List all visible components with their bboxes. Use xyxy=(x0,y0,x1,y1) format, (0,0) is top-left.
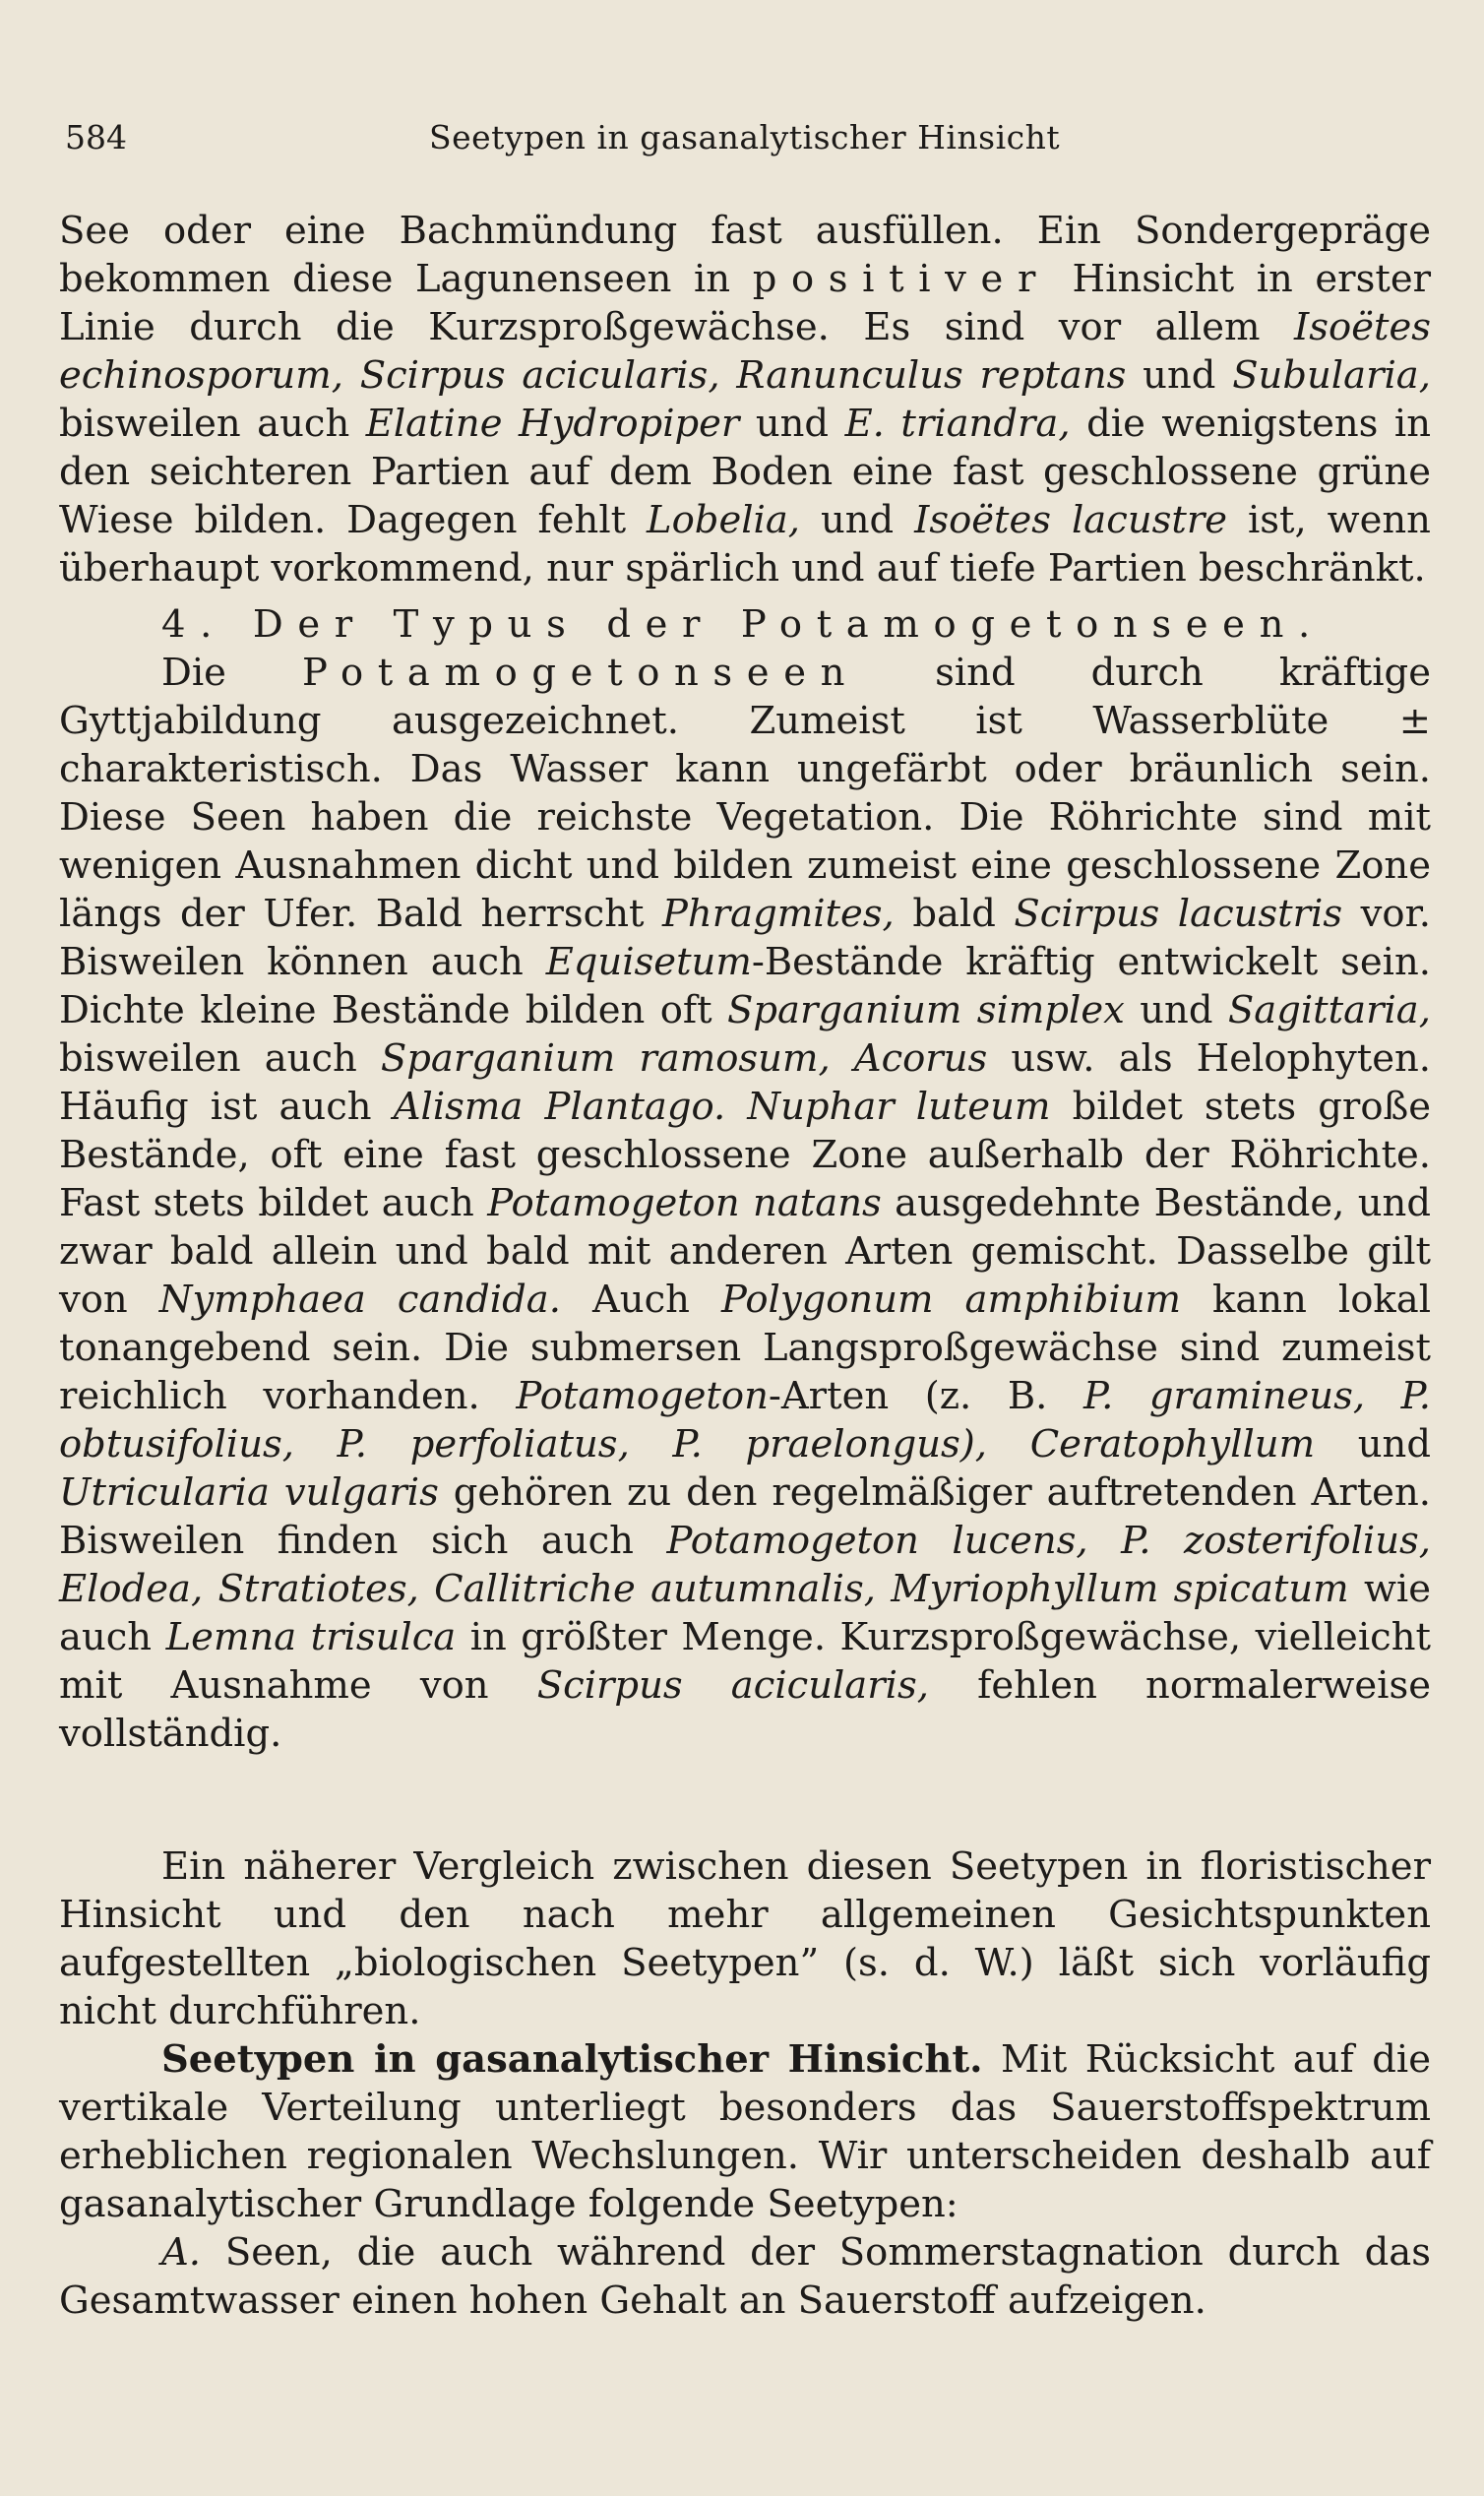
species-name: Isoëtes lacustre xyxy=(914,498,1228,542)
text-run: und xyxy=(739,402,845,446)
spaced-text: Potamogetonseen xyxy=(301,651,860,695)
paragraph-lagunenseen xyxy=(59,207,1431,593)
body-text xyxy=(59,207,1431,2325)
list-marker: A. xyxy=(161,2230,202,2275)
text-run: gehören zu den regelmäßiger auftretenden Arten. Bisweilen finden sich auch xyxy=(59,1470,1431,1563)
page-header xyxy=(65,118,1069,167)
species-name: Phragmites, xyxy=(662,892,895,936)
species-name: Equisetum xyxy=(545,940,752,984)
text-run: fehlen normalerweise vollständig. xyxy=(59,1663,1431,1756)
species-name: Polygonum amphibium xyxy=(720,1278,1181,1322)
text-run: bildet stets große Bestände, oft eine fast geschlossene Zone außerhalb der Röhrichte. Fast stets bildet auch xyxy=(59,1085,1432,1225)
text-run: Die xyxy=(161,651,302,695)
species-name: Isoëtes echinosporum, Scirpus acicularis, Ranunculus reptans xyxy=(59,305,1431,398)
text-run: sind durch kräftige Gyttjabildung ausgezeichnet. Zumeist ist Wasserblüte ± charakteristisch. Das Wasser kann ungefärbt oder bräunlich sein. Diese Seen haben die reichste Vegetation. Die Röhrichte sind mit wenigen Ausnahmen dicht und bilden zumeist eine geschlossene Zone längs der Ufer. Bald herrscht xyxy=(59,651,1431,936)
section-run-in-heading: Seetypen in gasanalytischer Hinsicht. xyxy=(161,2037,983,2082)
text-run: See oder eine Bachmündung fast ausfüllen. Ein Sondergepräge bekommen diese Lagunenseen in xyxy=(59,209,1431,301)
species-name: Utricularia vulgaris xyxy=(59,1470,439,1515)
running-title: Seetypen in gasanalytischer Hinsicht xyxy=(429,118,1061,156)
text-run: vor. Bisweilen können auch xyxy=(59,892,1432,984)
text-run: Hinsicht in erster Linie durch die Kurzsproßgewächse. Es sind vor allem xyxy=(59,257,1432,349)
species-name: Sparganium ramosum, Acorus xyxy=(380,1036,988,1081)
species-name: Lobelia, xyxy=(647,498,801,542)
species-name: Potamogeton lucens, P. zosterifolius, Elodea, Stratiotes, Callitriche autumnalis, Myriophyllum spicatum xyxy=(59,1519,1431,1611)
species-name: Scirpus lacustris xyxy=(1014,892,1343,936)
text-run: -Arten (z. B. xyxy=(768,1374,1083,1418)
spaced-text: positiver xyxy=(752,257,1050,301)
text-run: und xyxy=(800,498,915,542)
paragraph-gasanalytisch xyxy=(59,2035,1431,2228)
text-run: und xyxy=(1126,353,1233,398)
paragraph-vergleich: Ein näherer Vergleich zwischen diesen Seetypen in floristischer Hinsicht und den nach mehr allgemeinen Gesichtspunkten aufgestellten „biologischen Seetypen” (s. d. W.) läßt sich vorläufig nicht durchführen. xyxy=(59,1844,1431,2033)
text-run: wie auch xyxy=(59,1567,1431,1659)
page-number: 584 xyxy=(65,118,127,156)
species-name: Lemna trisulca xyxy=(165,1615,457,1659)
species-name: Nymphaea candida. xyxy=(158,1278,561,1322)
paragraph-type-a xyxy=(59,2228,1431,2325)
species-name: P. gramineus, P. obtusifolius, P. perfoliatus, P. praelongus), Ceratophyllum xyxy=(59,1374,1432,1466)
species-name: Elatine Hydropiper xyxy=(365,402,740,446)
text-run: Mit Rücksicht auf die vertikale Verteilung unterliegt besonders das Sauerstoffspektrum erheblichen regionalen Wechslungen. Wir unterscheiden deshalb auf gasanalytischer Grundlage folgende Seetypen: xyxy=(59,2037,1431,2226)
section-heading-potamogetonseen: 4. Der Typus der Potamogetonseen. xyxy=(161,602,1325,647)
text-run: bald xyxy=(894,892,1015,936)
species-name: Alisma Plantago. Nuphar luteum xyxy=(393,1085,1051,1129)
species-name: Sparganium simplex xyxy=(727,988,1125,1032)
text-run: ist, wenn überhaupt vorkommend, nur spärlich und auf tiefe Partien beschränkt. xyxy=(59,498,1431,591)
species-name: Scirpus acicularis, xyxy=(536,1663,929,1708)
paragraph-potamogetonseen xyxy=(59,649,1431,1758)
text-run: -Bestände kräftig entwickelt sein. Dichte kleine Bestände bilden oft xyxy=(59,940,1431,1032)
text-run: Auch xyxy=(560,1278,721,1322)
species-name: Sagittaria, xyxy=(1227,988,1431,1032)
text-run: kann lokal tonangebend sein. Die submersen Langsproßgewächse sind zumeist reichlich vorhanden. xyxy=(59,1278,1432,1418)
text-run: usw. als Helophyten. Häufig ist auch xyxy=(59,1036,1432,1129)
text-run: bisweilen auch xyxy=(59,402,366,446)
text-run: in größter Menge. Kurzsproßgewächse, vielleicht mit Ausnahme von xyxy=(59,1615,1431,1708)
species-name: E. triandra, xyxy=(844,402,1071,446)
text-run: ausgedehnte Bestände, und zwar bald allein und bald mit anderen Arten gemischt. Dasselbe gilt von xyxy=(59,1181,1431,1322)
text-run: und xyxy=(1124,988,1228,1032)
species-name: Potamogeton natans xyxy=(487,1181,882,1225)
species-name: Subularia, xyxy=(1232,353,1431,398)
text-run: die wenigstens in den seichteren Partien auf dem Boden eine fast geschlossene grüne Wiese bilden. Dagegen fehlt xyxy=(59,402,1432,542)
species-name: Potamogeton xyxy=(516,1374,769,1418)
text-run: und xyxy=(1315,1422,1431,1466)
text-run: bisweilen auch xyxy=(59,1036,381,1081)
text-run: Seen, die auch während der Sommerstagnation durch das Gesamtwasser einen hohen Gehalt an Sauerstoff aufzeigen. xyxy=(59,2230,1431,2323)
